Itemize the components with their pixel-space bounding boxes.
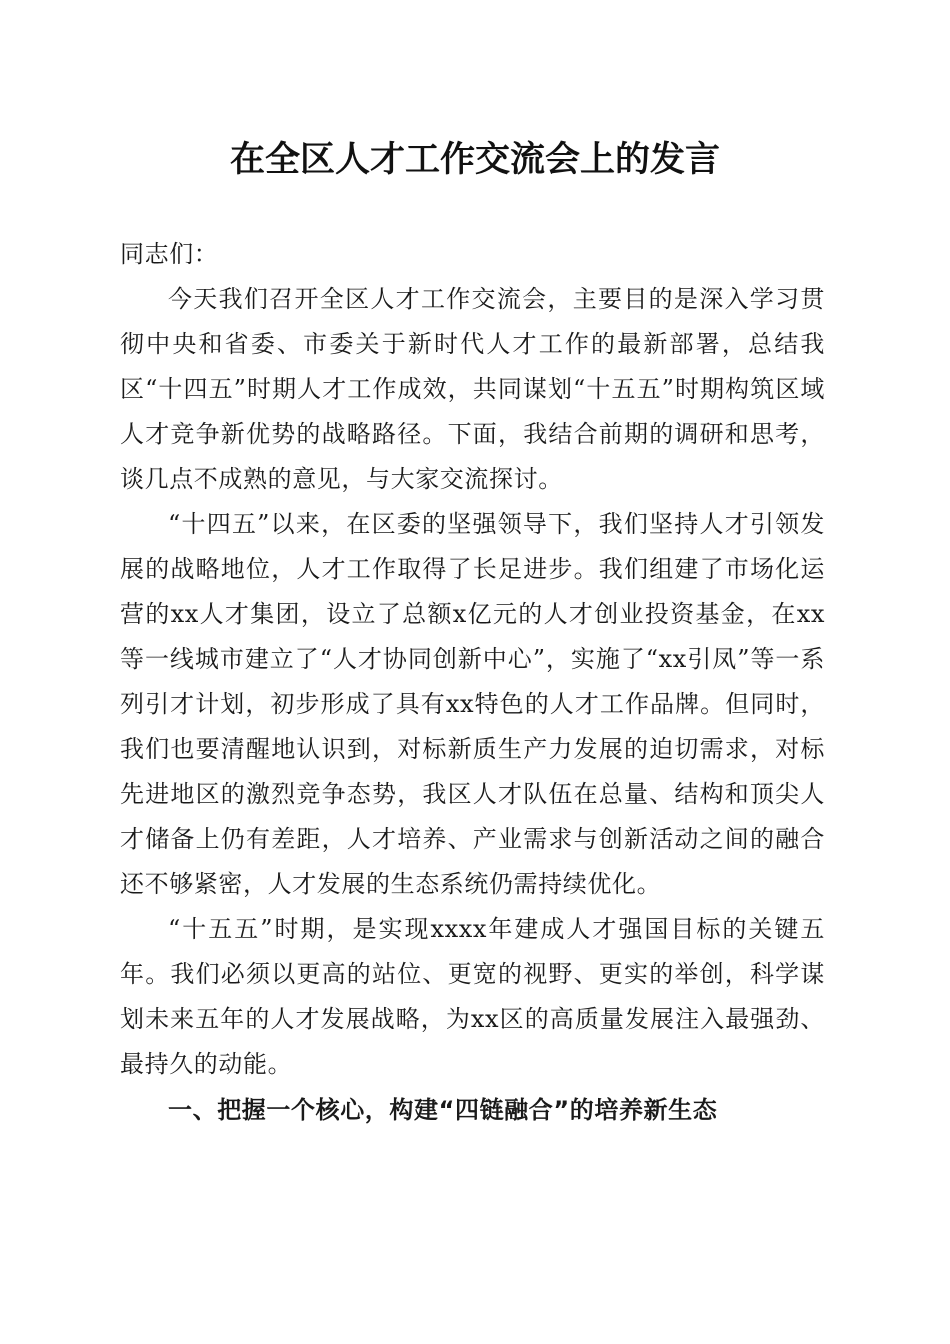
salutation: 同志们：	[120, 240, 219, 268]
document-title: 在全区人才工作交流会上的发言	[229, 139, 720, 180]
paragraph-review: “十四五”以来，在区委的坚强领导下，我们坚持人才引领发展的战略地位，人才工作取得了长足进步。我们组建了市场化运营的xx人才集团，设立了总额x亿元的人才创业投资基金，在xx等一线城市建立了“人才协同创新中心”，实施了“xx引凤”等一系列引才计划，初步形成了具有xx特色的人才工作品牌。但同时，我们也要清醒地认识到，对标新质生产力发展的迫切需求，对标先进地区的激烈竞争态势，我区人才队伍在总量、结构和顶尖人才储备上仍有差距，人才培养、产业需求与创新活动之间的融合还不够紧密，人才发展的生态系统仍需持续优化。	[120, 510, 825, 898]
paragraph-intro: 今天我们召开全区人才工作交流会，主要目的是深入学习贯彻中央和省委、市委关于新时代人才工作的最新部署，总结我区“十四五”时期人才工作成效，共同谋划“十五五”时期构筑区域人才竞争新优势的战略路径。下面，我结合前期的调研和思考，谈几点不成熟的意见，与大家交流探讨。	[120, 285, 825, 493]
section-heading: 一、把握一个核心，构建“四链融合”的培养新生态	[168, 1096, 718, 1124]
paragraph-outlook: “十五五”时期，是实现xxxx年建成人才强国目标的关键五年。我们必须以更高的站位、更宽的视野、更实的举创，科学谋划未来五年的人才发展战略，为xx区的高质量发展注入最强劲、最持久的动能。	[120, 915, 825, 1078]
document-body	[120, 232, 825, 1133]
